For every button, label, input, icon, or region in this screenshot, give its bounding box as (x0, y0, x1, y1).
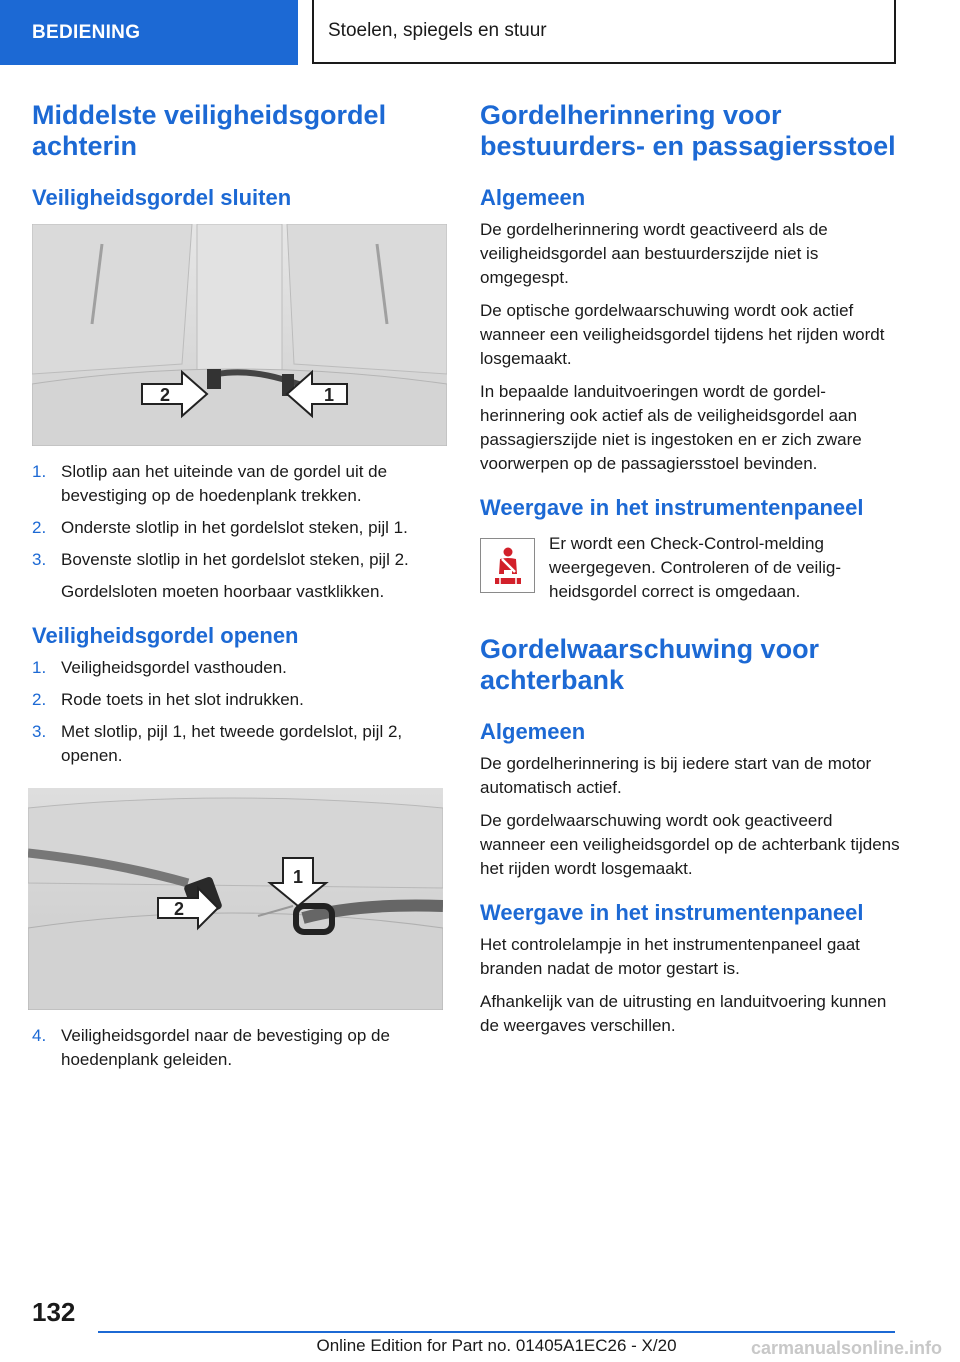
list-item: 2. Rode toets in het slot indrukken. (32, 690, 304, 709)
edition-info: Online Edition for Part no. 01405A1EC26 - X/20 (316, 1336, 677, 1355)
list-item: 3. Met slotlip, pijl 1, het tweede gordelslot, pijl 2, openen. (32, 722, 403, 765)
close-belt-heading: Veiligheidsgordel sluiten (32, 185, 292, 210)
chapter-title-box (312, 0, 896, 64)
left-column (32, 100, 447, 1080)
open-belt-heading: Veiligheidsgordel openen (32, 623, 299, 648)
indicator-row (480, 532, 900, 604)
chapter-title: Stoelen, spiegels en stuur (328, 20, 547, 41)
general-paragraph: In bepaalde landuitvoeringen wordt de gordelherinnering ook actief als de veiligheidsgordel aan passagierszijde niet is ingestoken en er zich zware voorwerpen op de passagiersstoel bevinden. (480, 382, 862, 473)
open-steps-list (32, 656, 447, 768)
rear-general-heading: Algemeen (480, 719, 586, 744)
rear-display-paragraph: Afhankelijk van de uitrusting en landuitvoering kunnen de weergaves verschillen. (480, 992, 887, 1035)
general-paragraph: De optische gordelwaarschuwing wordt ook actief wanneer een veiligheidsgordel tijdens het rijden wordt losgemaakt. (480, 301, 885, 368)
figure2-label-1: 1 (293, 867, 304, 887)
left-section-title: Middelste veiligheidsgordel achterin (32, 100, 387, 161)
footer-rule (98, 1331, 895, 1333)
general-paragraph: De gordelherinnering wordt geactiveerd als de veiligheidsgordel aan bestuurderszijde niet is omgegespt. (480, 220, 828, 287)
rear-section-title: Gordelwaarschuwing voor achterbank (480, 634, 820, 695)
rear-display-heading: Weergave in het instrumentenpaneel (480, 900, 864, 925)
open-steps-list-continued (32, 1024, 447, 1072)
list-item: 3. Bovenste slotlip in het gordelslot steken, pijl 2. Gordelsloten moeten hoorbaar vastklikken. (32, 550, 409, 601)
general-heading: Algemeen (480, 185, 586, 210)
display-text: Er wordt een Check-Control-melding weergegeven. Controleren of de veiligheidsgordel correct is omgedaan. (549, 534, 842, 601)
figure1-label-2: 2 (160, 385, 171, 405)
seatbelt-warning-icon (480, 538, 535, 593)
figure-rear-belt-open (28, 788, 443, 1010)
rear-general-paragraph: De gordelwaarschuwing wordt ook geactiveerd wanneer een veiligheidsgordel op de achterbank tijdens het rijden wordt losgemaakt. (480, 811, 900, 878)
rear-display-paragraph: Het controlelampje in het instrumentenpaneel gaat branden nadat de motor gestart is. (480, 935, 860, 978)
list-item: 2. Onderste slotlip in het gordelslot steken, pijl 1. (32, 518, 408, 537)
right-section-title: Gordelherinnering voor bestuurders- en passagiersstoel (480, 100, 896, 161)
page-number: 132 (32, 1297, 76, 1327)
list-item: 1. Veiligheidsgordel vasthouden. (32, 658, 287, 677)
section-tab (0, 0, 298, 65)
display-heading: Weergave in het instrumentenpaneel (480, 495, 864, 520)
watermark: carmanualsonline.info (750, 1338, 942, 1358)
figure1-label-1: 1 (324, 385, 335, 405)
list-item: 4. Veiligheidsgordel naar de bevestiging op de hoedenplank geleiden. (32, 1026, 390, 1069)
figure-rear-belt-close (32, 224, 447, 446)
figure2-label-2: 2 (174, 899, 185, 919)
list-item: 1. Slotlip aan het uiteinde van de gordel uit de bevestiging op de hoedenplank trekken. (32, 462, 388, 505)
close-steps-list (32, 460, 447, 604)
section-label: BEDIENING (32, 21, 141, 43)
rear-general-paragraph: De gordelherinnering is bij iedere start van de motor automatisch actief. (480, 754, 872, 797)
right-column (480, 100, 900, 1047)
